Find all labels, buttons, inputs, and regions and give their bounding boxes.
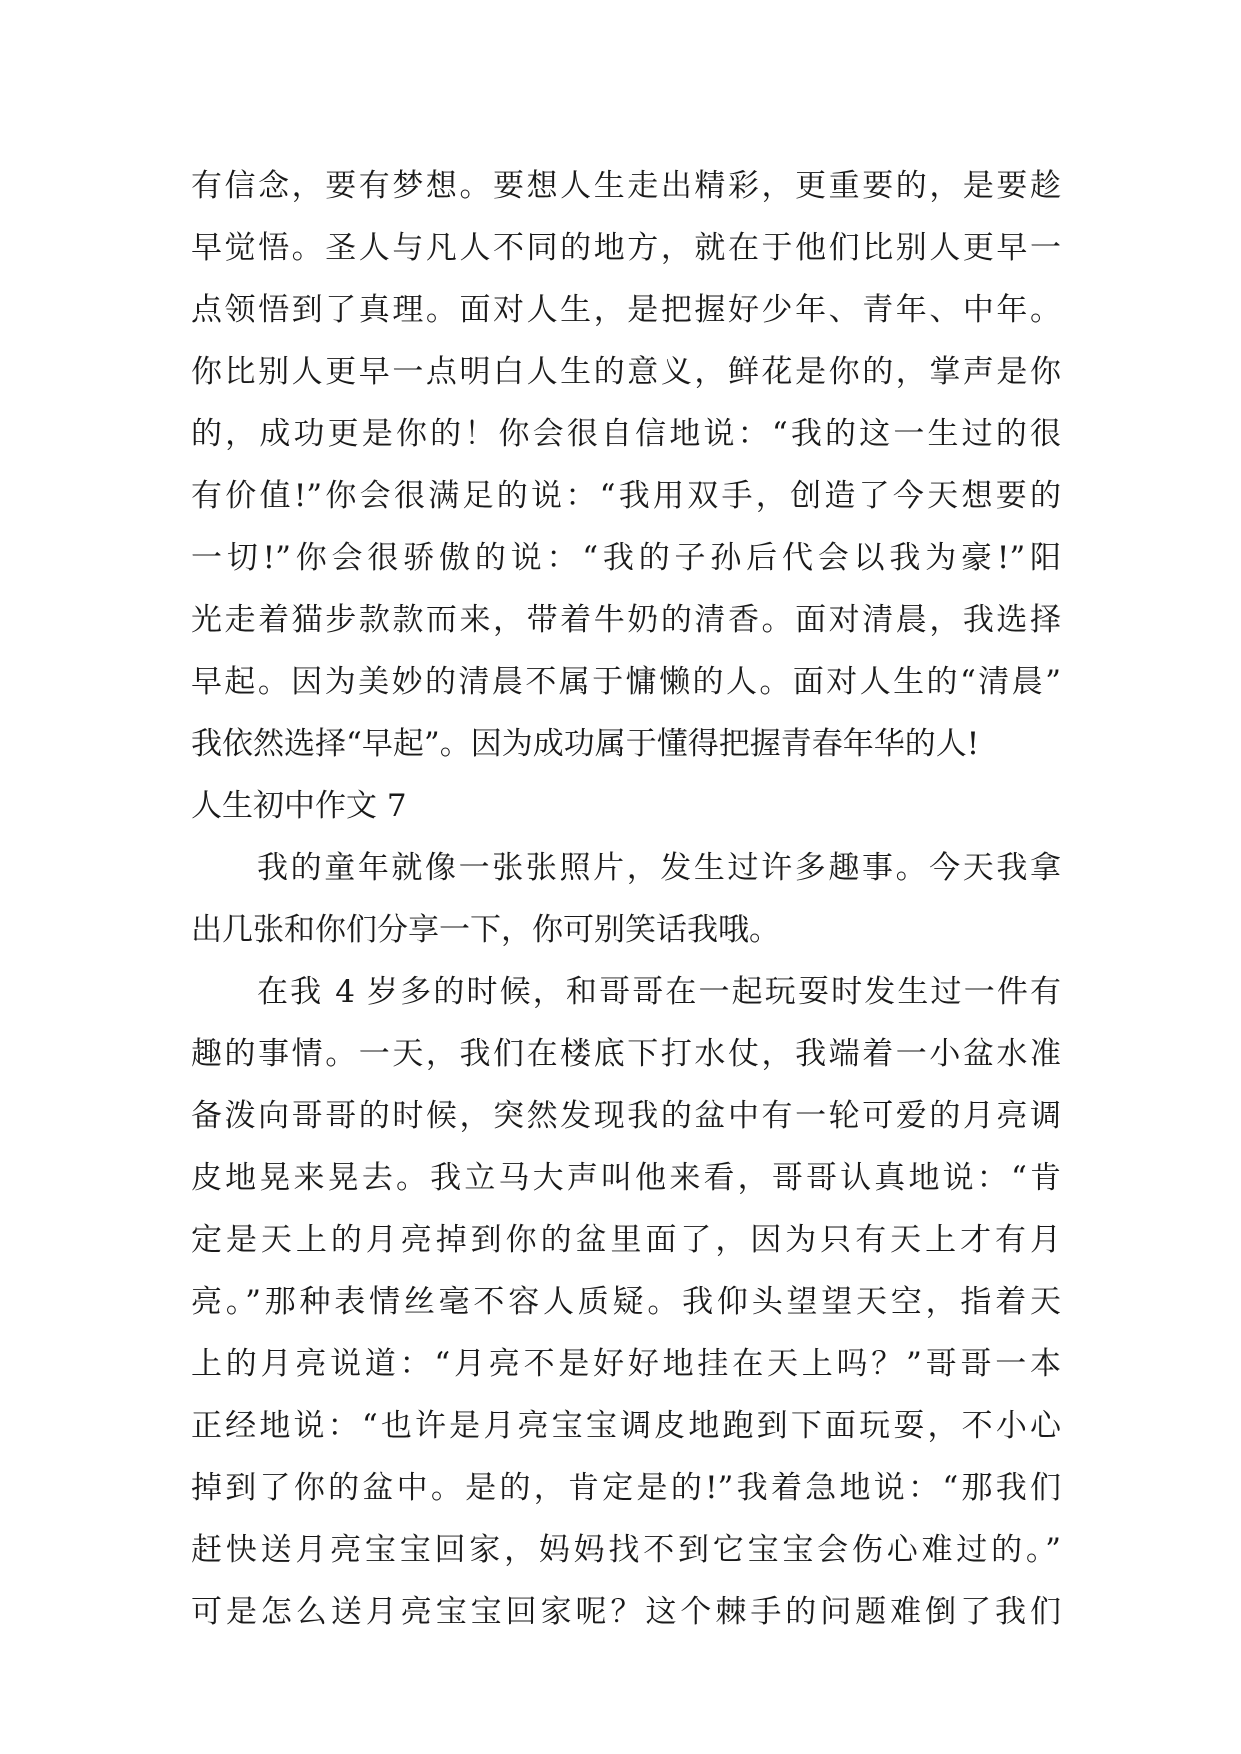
text-line: 早起。因为美妙的清晨不属于慵懒的人。面对人生的“清晨” [191, 664, 1061, 700]
text-line: 趣的事情。一天，我们在楼底下打水仗，我端着一小盆水准 [191, 1036, 1061, 1072]
text-line: 亮。”那种表情丝毫不容人质疑。我仰头望望天空，指着天 [191, 1284, 1061, 1320]
section-title: 人生初中作文 7 [191, 788, 407, 824]
text-line: 掉到了你的盆中。是的，肯定是的!”我着急地说：“那我们 [191, 1470, 1061, 1506]
text-line: 正经地说：“也许是月亮宝宝调皮地跑到下面玩耍，不小心 [191, 1408, 1061, 1444]
text-line: 可是怎么送月亮宝宝回家呢？这个棘手的问题难倒了我们 [191, 1594, 1061, 1630]
text-line: 定是天上的月亮掉到你的盆里面了，因为只有天上才有月 [191, 1222, 1061, 1258]
text-line: 点领悟到了真理。面对人生，是把握好少年、青年、中年。 [191, 292, 1061, 328]
text-line: 有信念，要有梦想。要想人生走出精彩，更重要的，是要趁 [191, 168, 1061, 204]
text-line: 光走着猫步款款而来，带着牛奶的清香。面对清晨，我选择 [191, 602, 1061, 638]
text-line: 一切!”你会很骄傲的说：“我的子孙后代会以我为豪!”阳 [191, 540, 1061, 576]
text-line: 有价值!”你会很满足的说：“我用双手，创造了今天想要的 [191, 478, 1061, 514]
text-line: 上的月亮说道：“月亮不是好好地挂在天上吗？”哥哥一本 [191, 1346, 1061, 1382]
document-page [191, 155, 1061, 1643]
text-line: 出几张和你们分享一下，你可别笑话我哦。 [191, 912, 780, 948]
text-line: 早觉悟。圣人与凡人不同的地方，就在于他们比别人更早一 [191, 230, 1061, 266]
text-line: 皮地晃来晃去。我立马大声叫他来看，哥哥认真地说：“肯 [191, 1160, 1061, 1196]
text-line: 我依然选择“早起”。因为成功属于懂得把握青春年华的人! [191, 726, 980, 762]
text-line: 赶快送月亮宝宝回家，妈妈找不到它宝宝会伤心难过的。” [191, 1532, 1061, 1568]
text-line: 的，成功更是你的！你会很自信地说：“我的这一生过的很 [191, 416, 1061, 452]
paragraph-start-line: 我的童年就像一张张照片，发生过许多趣事。今天我拿 [257, 850, 1061, 886]
paragraph-start-line: 在我 4 岁多的时候，和哥哥在一起玩耍时发生过一件有 [257, 974, 1061, 1010]
text-line: 备泼向哥哥的时候，突然发现我的盆中有一轮可爱的月亮调 [191, 1098, 1061, 1134]
text-line: 你比别人更早一点明白人生的意义，鲜花是你的，掌声是你 [191, 354, 1061, 390]
